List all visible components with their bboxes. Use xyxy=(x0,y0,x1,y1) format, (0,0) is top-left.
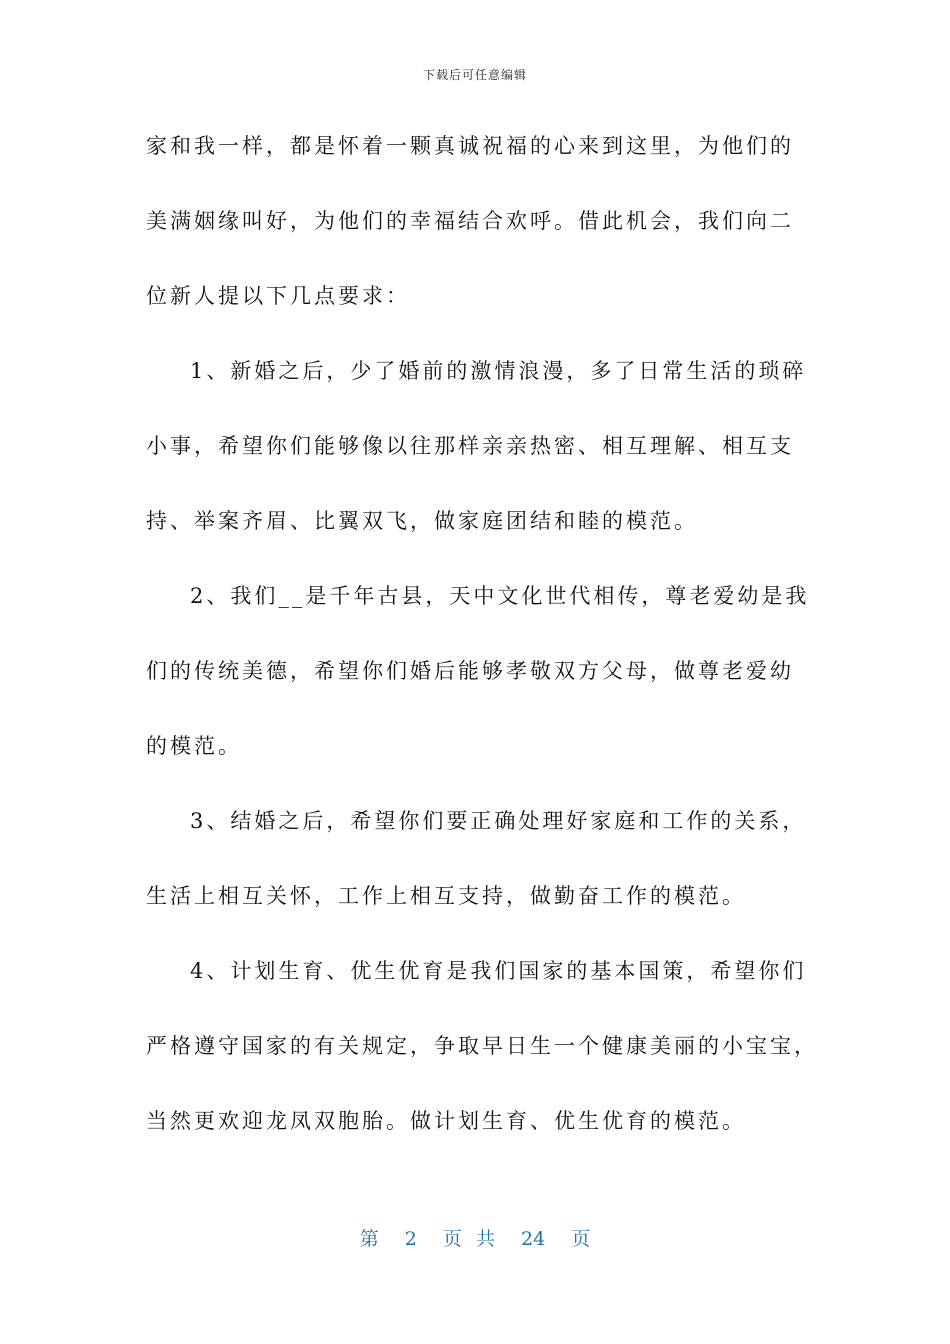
paragraph-line: 当然更欢迎龙凤双胞胎。做计划生育、优生优育的模范。 xyxy=(146,1109,746,1133)
paragraph-line: 美满姻缘叫好，为他们的幸福结合欢呼。借此机会，我们向二 xyxy=(146,209,794,233)
paragraph-line: 4、计划生育、优生优育是我们国家的基本国策，希望你们 xyxy=(190,959,807,983)
paragraph-line: 们的传统美德，希望你们婚后能够孝敬双方父母，做尊老爱幼 xyxy=(146,659,794,683)
paragraph-line: 小事，希望你们能够像以往那样亲亲热密、相互理解、相互支 xyxy=(146,434,794,458)
total-page-count: 24 xyxy=(521,1228,546,1250)
paragraph-line: 3、结婚之后，希望你们要正确处理好家庭和工作的关系， xyxy=(190,809,807,833)
footer-middle: 页 共 xyxy=(442,1228,495,1250)
paragraph-line: 2、我们__是千年古县，天中文化世代相传，尊老爱幼是我 xyxy=(190,584,810,608)
paragraph-line: 生活上相互关怀，工作上相互支持，做勤奋工作的模范。 xyxy=(146,884,746,908)
paragraph-line: 1、新婚之后，少了婚前的激情浪漫，多了日常生活的琐碎 xyxy=(190,359,807,383)
paragraph-line: 的模范。 xyxy=(146,734,242,758)
footer-suffix: 页 xyxy=(571,1228,591,1250)
document-body xyxy=(146,118,818,1168)
page-header: 下载后可任意编辑 xyxy=(422,68,527,82)
footer-prefix: 第 xyxy=(359,1228,379,1250)
paragraph-line: 严格遵守国家的有关规定，争取早日生一个健康美丽的小宝宝， xyxy=(146,1034,818,1058)
paragraph-line: 位新人提以下几点要求： xyxy=(146,284,410,308)
current-page-number: 2 xyxy=(404,1228,417,1250)
page-footer xyxy=(0,1224,950,1251)
paragraph-line: 持、举案齐眉、比翼双飞，做家庭团结和睦的模范。 xyxy=(146,509,698,533)
paragraph-line: 家和我一样，都是怀着一颗真诚祝福的心来到这里，为他们的 xyxy=(146,134,794,158)
